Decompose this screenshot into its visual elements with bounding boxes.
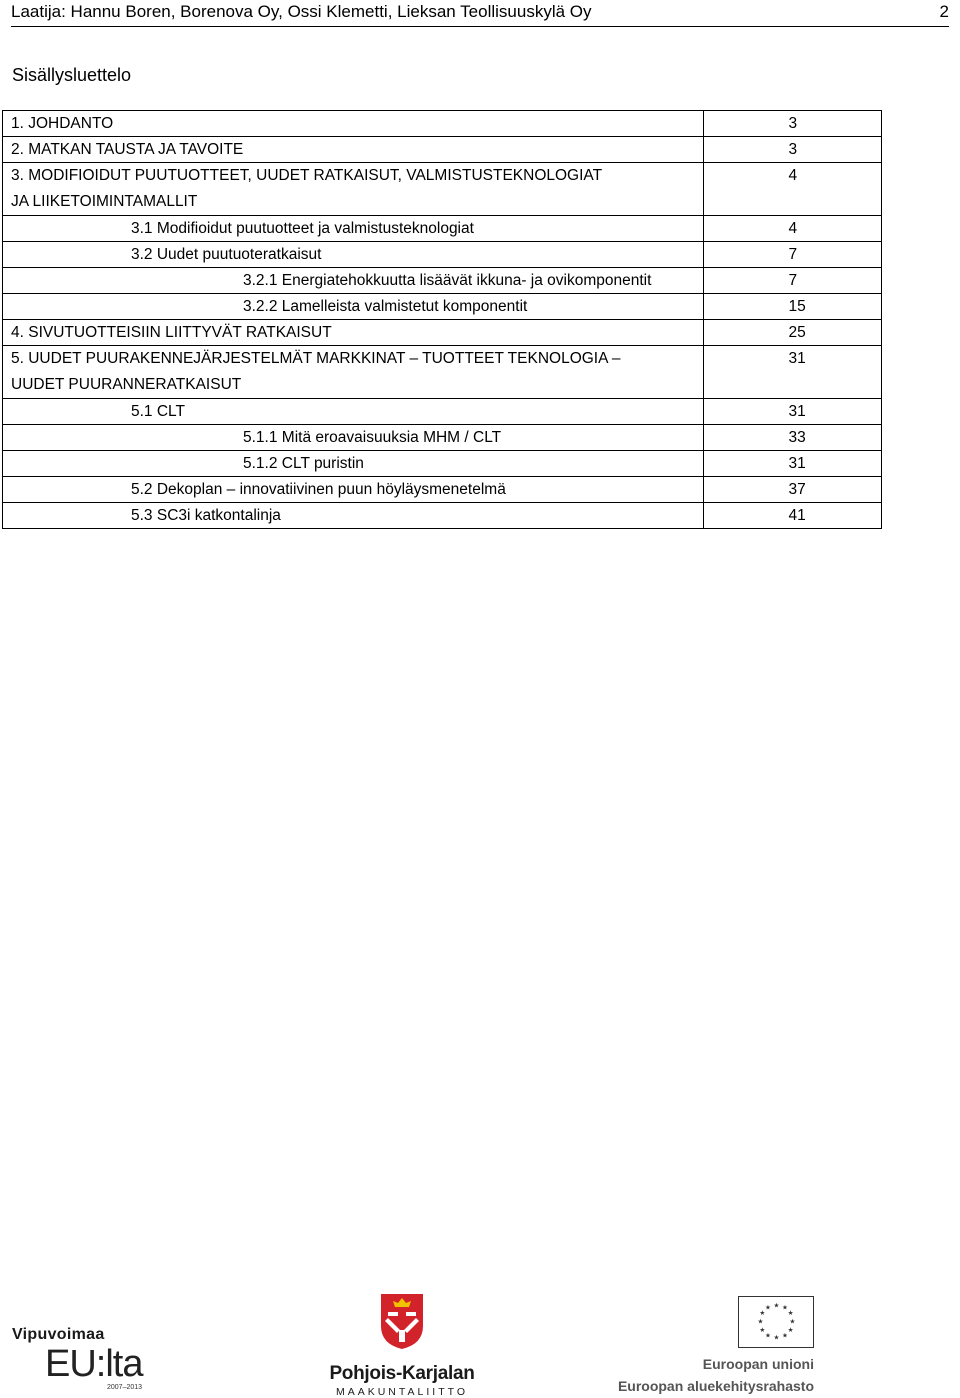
svg-text:★: ★ <box>787 1326 794 1334</box>
eulta-text: EU:lta <box>45 1343 143 1385</box>
toc-entry-label: 5.2 Dekoplan – innovatiivinen puun höyläysmenetelmä <box>131 481 506 498</box>
toc-row <box>3 268 882 294</box>
toc-entry-label: 3.1 Modifioidut puutuotteet ja valmistusteknologiat <box>131 220 474 237</box>
toc-row <box>3 242 882 268</box>
toc-entry-label: 3. MODIFIOIDUT PUUTUOTTEET, UUDET RATKAISUT, VALMISTUSTEKNOLOGIAT JA LIIKETOIMINTAMALLIT <box>11 167 602 210</box>
toc-table <box>2 110 882 529</box>
maakuntaliitto-text: MAAKUNTALIITTO <box>335 1386 469 1398</box>
svg-text:★: ★ <box>759 1326 766 1334</box>
vipuvoimaa-text: Vipuvoimaa <box>12 1326 105 1343</box>
toc-entry-label: 5. UUDET PUURAKENNEJÄRJESTELMÄT MARKKINAT – TUOTTEET TEKNOLOGIA – UUDET PUURANNERATKAISUT <box>11 350 621 393</box>
toc-entry-label: 5.1 CLT <box>131 403 185 420</box>
toc-row <box>3 477 882 503</box>
toc-entry-page: 3 <box>703 111 882 137</box>
svg-text:★: ★ <box>789 1318 796 1326</box>
svg-text:★: ★ <box>765 1332 771 1340</box>
toc-entry-page: 7 <box>703 268 882 294</box>
toc-row <box>3 216 882 242</box>
aluekehitysrahasto-text: Euroopan aluekehitysrahasto <box>617 1378 814 1394</box>
svg-text:★: ★ <box>773 1334 780 1342</box>
toc-entry-page: 3 <box>703 137 882 163</box>
toc-entry-label: 2. MATKAN TAUSTA JA TAVOITE <box>11 141 244 158</box>
toc-entry-page: 15 <box>703 294 882 320</box>
toc-title: Sisällysluettelo <box>12 65 132 85</box>
toc-entry-label: 5.3 SC3i katkontalinja <box>131 507 281 524</box>
toc-entry-label: 5.1.1 Mitä eroavaisuuksia MHM / CLT <box>243 429 502 446</box>
toc-entry-label: 1. JOHDANTO <box>11 115 114 132</box>
toc-row <box>3 163 882 216</box>
toc-entry-page: 33 <box>703 425 882 451</box>
svg-text:★: ★ <box>757 1318 764 1326</box>
svg-text:★: ★ <box>765 1304 771 1312</box>
vipuvoimaa-years: 2007–2013 <box>107 1384 143 1391</box>
toc-entry-page: 31 <box>703 346 882 399</box>
toc-entry-page: 31 <box>703 451 882 477</box>
euroopan-unioni-text: Euroopan unioni <box>702 1356 814 1372</box>
toc-entry-page: 37 <box>703 477 882 503</box>
toc-entry-label: 4. SIVUTUOTTEISIIN LIITTYVÄT RATKAISUT <box>11 324 332 341</box>
pohjois-karjalan-name: Pohjois-Karjalan <box>329 1363 475 1384</box>
toc-entry-label: 3.2.1 Energiatehokkuutta lisäävät ikkuna- ja ovikomponentit <box>243 272 652 289</box>
toc-entry-page: 7 <box>703 242 882 268</box>
toc-entry-page: 41 <box>703 503 882 529</box>
coat-of-arms-icon <box>379 1292 425 1350</box>
toc-row <box>3 137 882 163</box>
footer-logos <box>0 1290 960 1398</box>
toc-row <box>3 503 882 529</box>
svg-text:★: ★ <box>782 1332 788 1340</box>
toc-row <box>3 451 882 477</box>
toc-row <box>3 399 882 425</box>
toc-entry-page: 4 <box>703 163 882 216</box>
svg-text:★: ★ <box>759 1309 766 1317</box>
toc-row <box>3 346 882 399</box>
toc-row <box>3 425 882 451</box>
toc-row <box>3 111 882 137</box>
toc-entry-label: 3.2 Uudet puutuoteratkaisut <box>131 246 322 263</box>
svg-text:★: ★ <box>787 1309 794 1317</box>
toc-entry-page: 25 <box>703 320 882 346</box>
svg-text:★: ★ <box>782 1304 788 1312</box>
toc-entry-label: 5.1.2 CLT puristin <box>243 455 364 472</box>
svg-text:★: ★ <box>773 1302 780 1310</box>
header-page-number: 2 <box>939 2 949 21</box>
page-header <box>11 0 949 27</box>
toc-row <box>3 294 882 320</box>
eu-flag-icon <box>738 1296 814 1348</box>
toc-row <box>3 320 882 346</box>
header-author: Laatija: Hannu Boren, Borenova Oy, Ossi Klemetti, Lieksan Teollisuuskylä Oy <box>11 2 592 21</box>
vipuvoimaa-logo <box>12 1326 152 1391</box>
pohjois-karjalan-logo <box>322 1290 482 1398</box>
toc-entry-page: 31 <box>703 399 882 425</box>
toc-entry-page: 4 <box>703 216 882 242</box>
toc-entry-label: 3.2.2 Lamelleista valmistetut komponentit <box>243 298 528 315</box>
